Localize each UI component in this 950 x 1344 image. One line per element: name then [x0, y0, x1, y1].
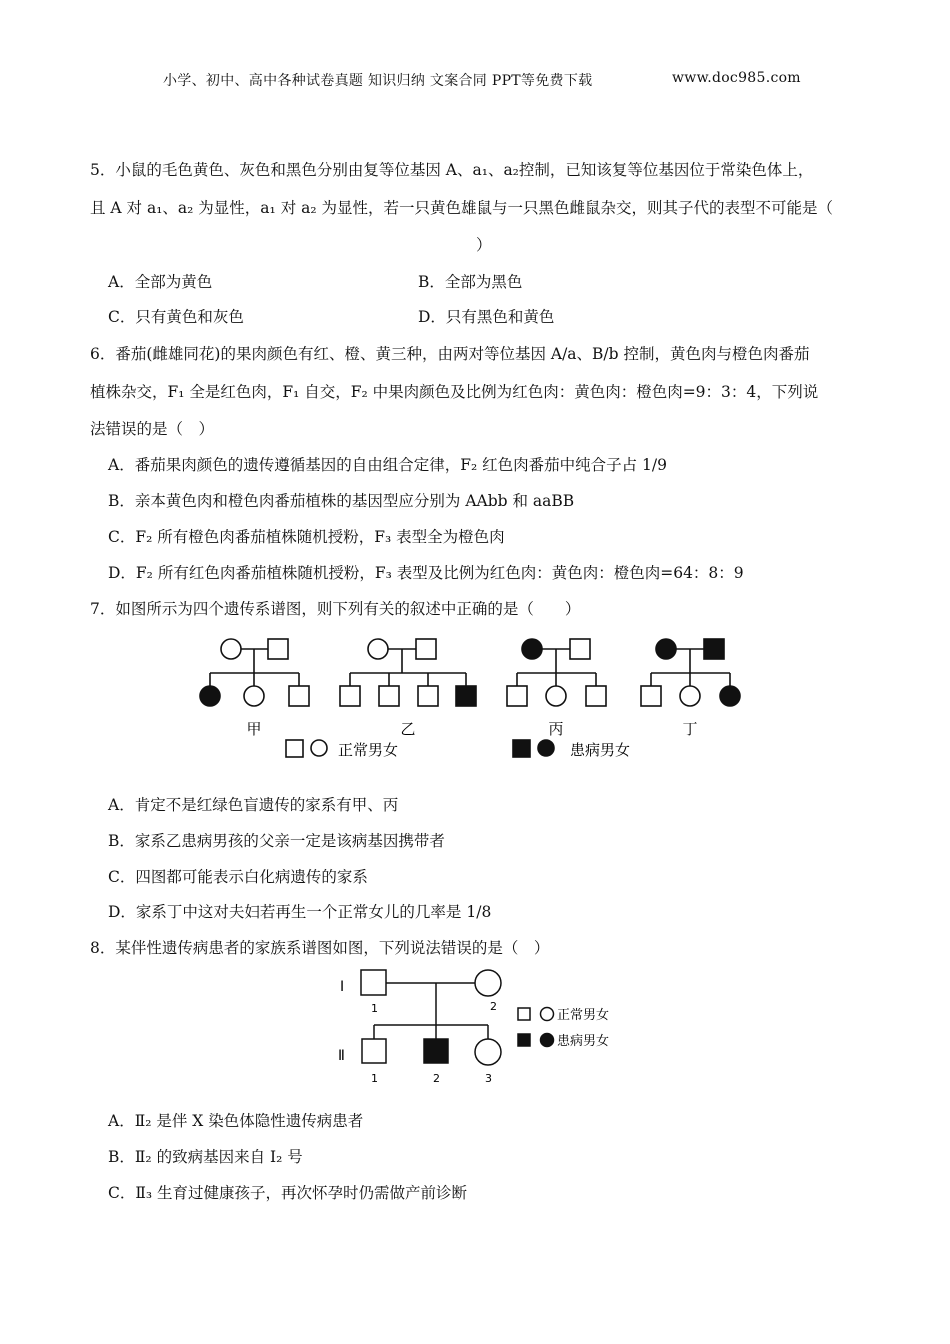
II3-number: 3 — [485, 1072, 492, 1085]
II2-number: 2 — [433, 1072, 440, 1085]
q7-option-d: D．家系丁中这对夫妇若再生一个正常女儿的几率是 1/8 — [108, 903, 492, 921]
pedigree-label-ding: 丁 — [682, 720, 698, 738]
generation-I-label: I — [340, 979, 345, 995]
q7-pedigree-figure — [195, 630, 755, 770]
q5-option-d: D．只有黑色和黄色 — [418, 308, 555, 326]
q7-option-a: A．肯定不是红绿色盲遗传的家系有甲、丙 — [108, 796, 399, 814]
II2-male-affected — [424, 1039, 448, 1063]
header-url: www.doc985.com — [672, 70, 801, 86]
I1-number: 1 — [371, 1002, 378, 1015]
generation-II-label: Ⅱ — [338, 1048, 345, 1064]
q7-legend-affected: 患病男女 — [570, 741, 631, 759]
q5-line2: 且 A 对 a₁、a₂ 为显性，a₁ 对 a₂ 为显性，若一只黄色雄鼠与一只黑色雌鼠杂交，则其子代的表型不可能是（ — [90, 199, 834, 217]
I2-female — [475, 970, 501, 996]
I2-number: 2 — [490, 1000, 497, 1013]
pedigree-jia — [200, 639, 309, 706]
q5-line3: ） — [476, 236, 492, 254]
II3-female — [475, 1039, 501, 1065]
q5-option-b: B．全部为黑色 — [418, 273, 523, 291]
q5-line1: 5．小鼠的毛色黄色、灰色和黑色分别由复等位基因 A、a₁、a₂控制，已知该复等位基因位于常染色体上， — [90, 161, 814, 179]
II1-male — [362, 1039, 386, 1063]
pedigree-label-yi: 乙 — [400, 720, 416, 738]
I1-male — [361, 970, 386, 995]
q6-line3: 法错误的是（ ） — [90, 420, 215, 438]
q8-option-b: B．Ⅱ₂ 的致病基因来自 I₂ 号 — [108, 1148, 303, 1166]
q8-legend-normal: 正常男女 — [557, 1008, 610, 1023]
q8-option-a: A．Ⅱ₂ 是伴 X 染色体隐性遗传病患者 — [108, 1112, 364, 1130]
q6-line1: 6．番茄(雌雄同花)的果肉颜色有红、橙、黄三种，由两对等位基因 A/a、B/b 控制，黄色肉与橙色肉番茄 — [90, 345, 810, 363]
q8-option-c: C．Ⅱ₃ 生育过健康孩子，再次怀孕时仍需做产前诊断 — [108, 1184, 468, 1202]
q5-option-c: C．只有黄色和灰色 — [108, 308, 244, 326]
q8-legend-affected: 患病男女 — [557, 1034, 610, 1049]
II1-number: 1 — [371, 1072, 378, 1085]
q6-option-a: A．番茄果肉颜色的遗传遵循基因的自由组合定律，F₂ 红色肉番茄中纯合子占 1/9 — [108, 456, 667, 474]
q7-option-b: B．家系乙患病男孩的父亲一定是该病基因携带者 — [108, 832, 445, 850]
legend-normal-male — [518, 1008, 530, 1020]
pedigree-ding — [641, 639, 740, 706]
q6-line2: 植株杂交，F₁ 全是红色肉，F₁ 自交，F₂ 中果肉颜色及比例为红色肉：黄色肉：橙色肉=9：3：4，下列说 — [90, 383, 819, 401]
legend-affected-male — [518, 1034, 530, 1046]
pedigree-yi — [340, 639, 476, 706]
q6-option-d: D．F₂ 所有红色肉番茄植株随机授粉，F₃ 表型及比例为红色肉：黄色肉：橙色肉=64：8：9 — [108, 564, 744, 582]
q8-pedigree-figure — [330, 964, 630, 1092]
pedigree-label-bing: 丙 — [548, 720, 564, 738]
header-text: 小学、初中、高中各种试卷真题 知识归纳 文案合同 PPT等免费下载 — [163, 73, 593, 89]
q7-legend-normal: 正常男女 — [338, 741, 399, 759]
q6-option-b: B．亲本黄色肉和橙色肉番茄植株的基因型应分别为 AAbb 和 aaBB — [108, 492, 575, 510]
q8-line1: 8．某伴性遗传病患者的家族系谱图如图，下列说法错误的是（ ） — [90, 939, 550, 957]
q7-line1: 7．如图所示为四个遗传系谱图，则下列有关的叙述中正确的是（ ） — [90, 600, 581, 618]
pedigree-bing — [507, 639, 606, 706]
pedigree-label-jia: 甲 — [246, 720, 262, 738]
legend-normal-female — [311, 740, 327, 756]
q6-option-c: C．F₂ 所有橙色肉番茄植株随机授粉，F₃ 表型全为橙色肉 — [108, 528, 505, 546]
legend-affected-male — [513, 740, 530, 757]
legend-affected-female — [538, 740, 554, 756]
legend-affected-female — [541, 1034, 554, 1047]
legend-normal-male — [286, 740, 303, 757]
q5-option-a: A．全部为黄色 — [108, 273, 213, 291]
q7-option-c: C．四图都可能表示白化病遗传的家系 — [108, 868, 368, 886]
legend-normal-female — [541, 1008, 554, 1021]
